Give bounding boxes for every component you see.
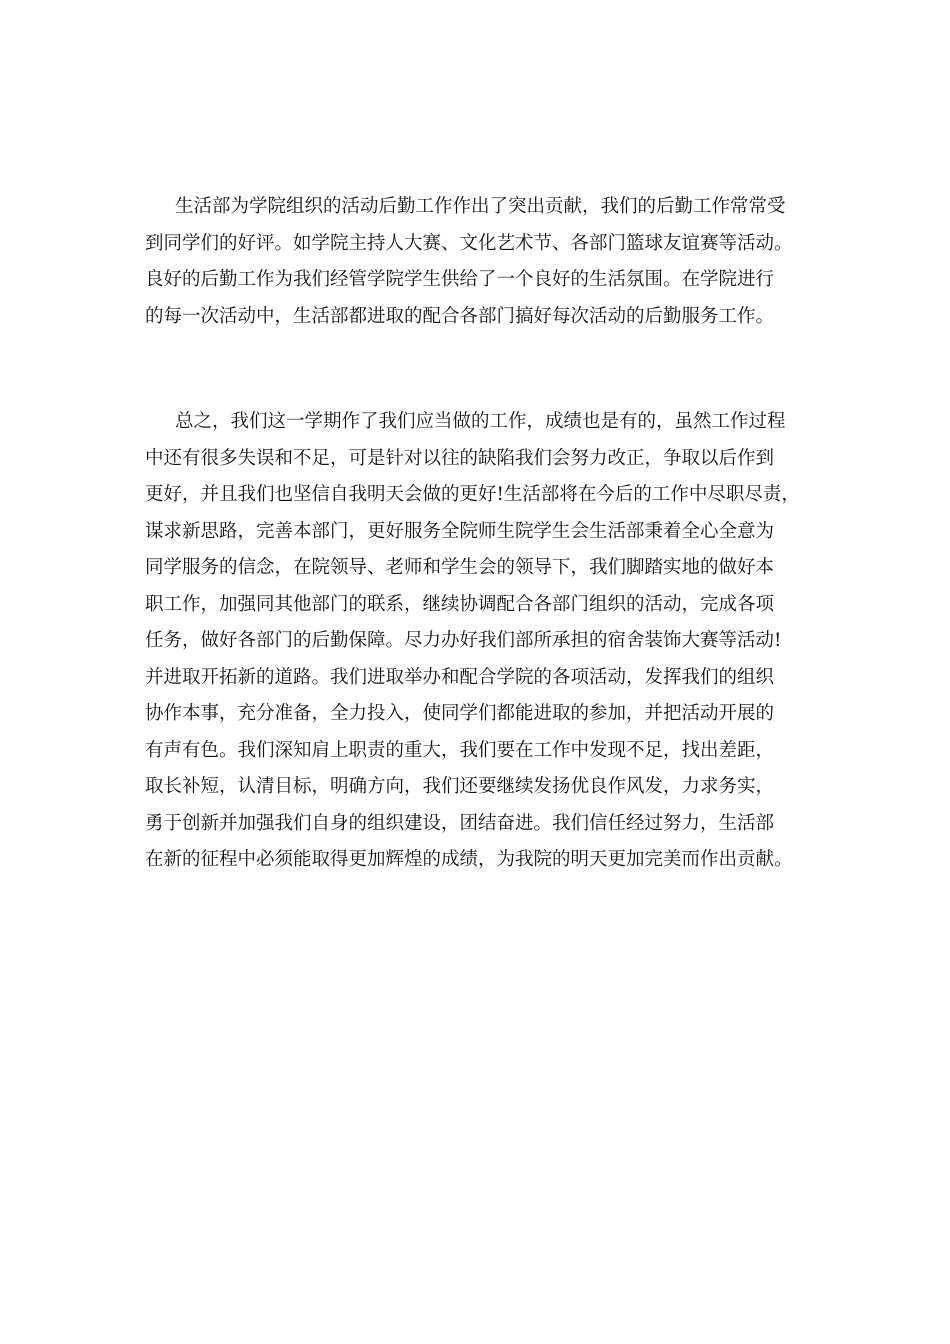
paragraph-line: 协作本事，充分准备，全力投入，使同学们都能进取的参加，并把活动开展的 xyxy=(145,703,775,724)
paragraph-line: 到同学们的好评。如学院主持人大赛、文化艺术节、各部门篮球友谊赛等活动。 xyxy=(145,232,793,254)
paragraph-line: 生活部为学院组织的活动后勤工作作出了突出贡献，我们的后勤工作常常受 xyxy=(175,196,786,217)
paragraph-line: 更好，并且我们也坚信自我明天会做的更好!生活部将在今后的工作中尽职尽责， xyxy=(145,484,800,505)
paragraph-line: 职工作，加强同其他部门的联系，继续协调配合各部门组织的活动，完成各项 xyxy=(145,593,775,615)
paragraph-line: 取长补短，认清目标，明确方向，我们还要继续发扬优良作风发，力求务实， xyxy=(145,776,775,797)
paragraph-line: 并进取开拓新的道路。我们进取举办和配合学院的各项活动，发挥我们的组织 xyxy=(145,666,775,688)
paragraph-line: 良好的后勤工作为我们经管学院学生供给了一个良好的生活氛围。在学院进行 xyxy=(145,269,775,290)
paragraph-line: 任务，做好各部门的后勤保障。尽力办好我们部所承担的宿舍装饰大赛等活动! xyxy=(145,630,782,651)
paragraph-line: 的每一次活动中，生活部都进取的配合各部门搞好每次活动的后勤服务工作。 xyxy=(145,305,775,327)
paragraph-line: 同学服务的信念，在院领导、老师和学生会的领导下，我们脚踏实地的做好本 xyxy=(145,557,775,578)
paragraph-line: 谋求新思路，完善本部门，更好服务全院师生院学生会生活部秉着全心全意为 xyxy=(145,520,775,542)
paragraph-line: 在新的征程中必须能取得更加辉煌的成绩，为我院的明天更加完美而作出贡献。 xyxy=(145,849,793,870)
paragraph-logistics xyxy=(145,189,825,335)
paragraph-summary xyxy=(145,404,825,879)
paragraph-line: 总之，我们这一学期作了我们应当做的工作，成绩也是有的，虽然工作过程 xyxy=(175,411,786,432)
paragraph-line: 勇于创新并加强我们自身的组织建设，团结奋进。我们信任经过努力，生活部 xyxy=(145,812,775,834)
paragraph-line: 中还有很多失误和不足，可是针对以往的缺陷我们会努力改正，争取以后作到 xyxy=(145,447,775,469)
paragraph-line: 有声有色。我们深知肩上职责的重大，我们要在工作中发现不足，找出差距， xyxy=(145,739,775,761)
